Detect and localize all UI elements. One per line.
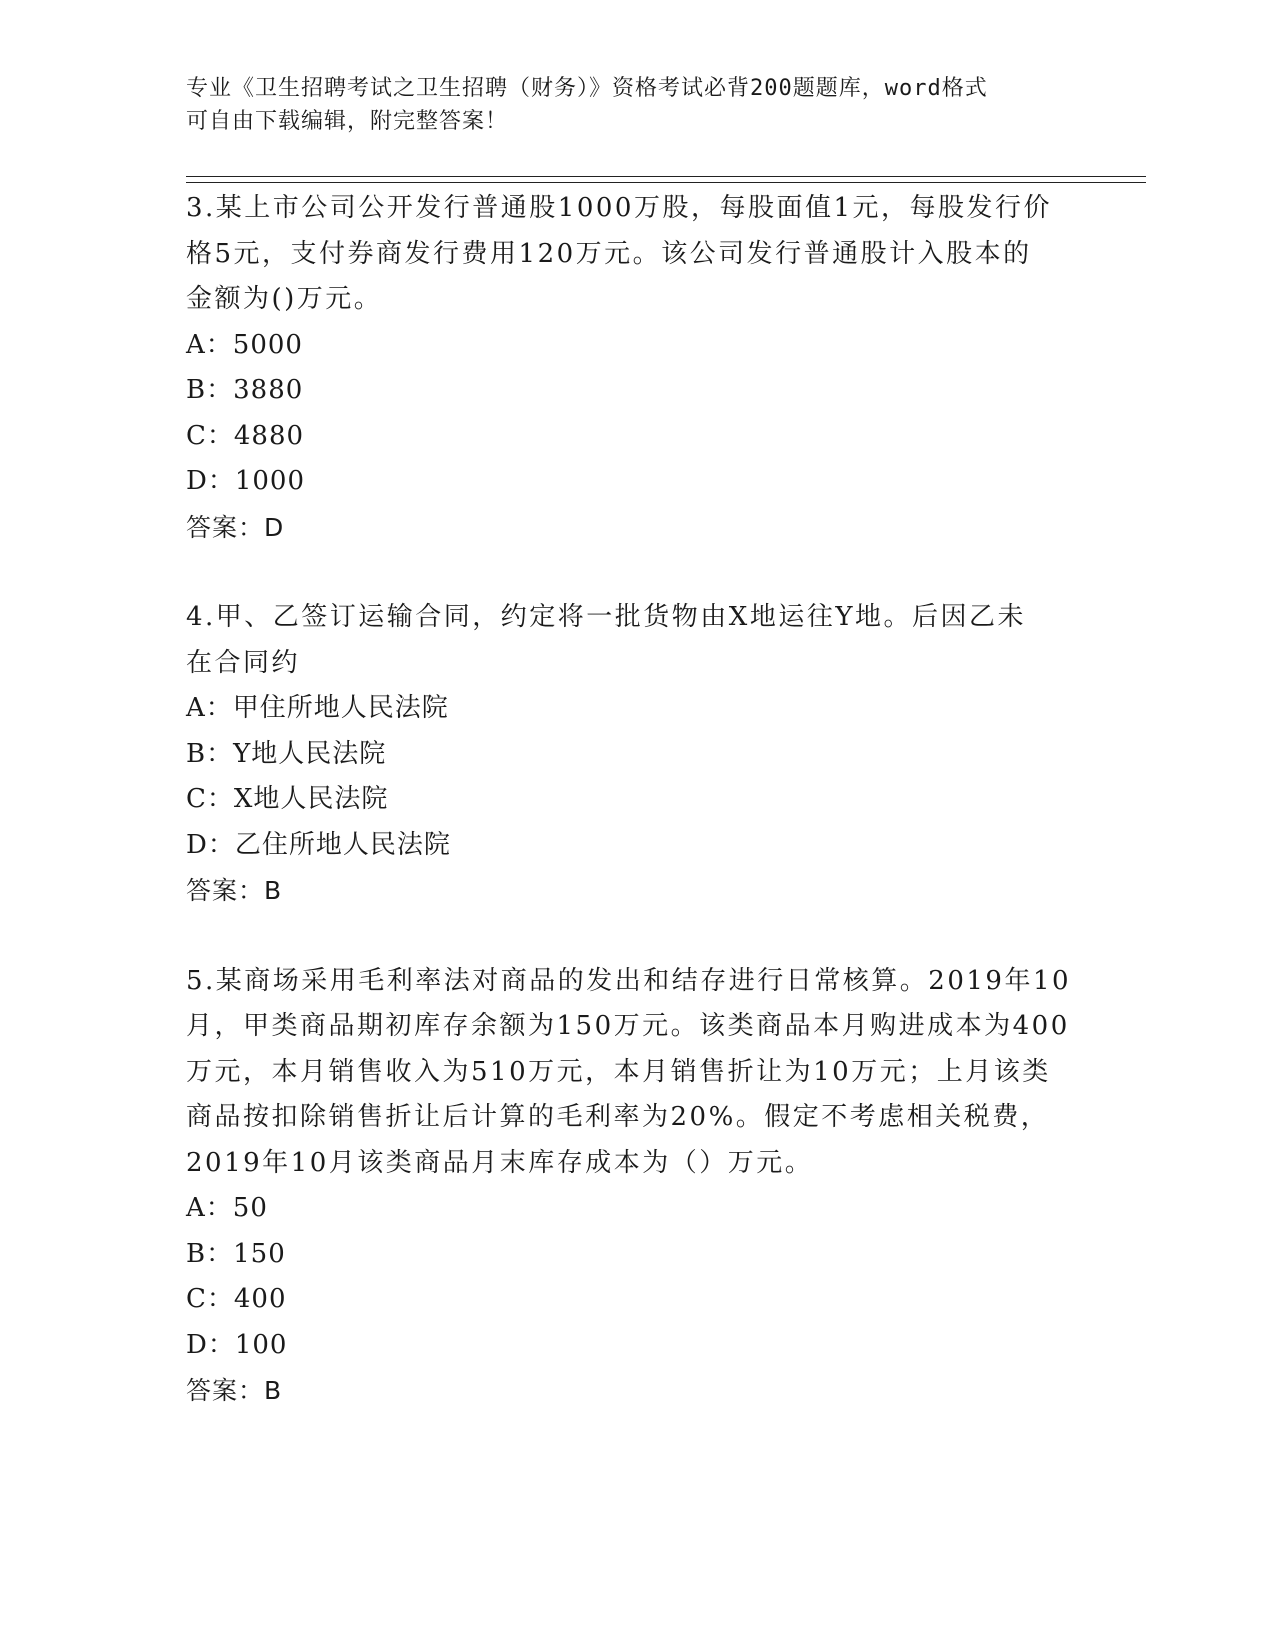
stem-line: 4.甲、乙签订运输合同，约定将一批货物由X地运往Y地。后因乙未 xyxy=(186,602,1026,632)
stem-line: 3.某上市公司公开发行普通股1000万股，每股面值1元，每股发行价 xyxy=(186,193,1053,223)
question-stem xyxy=(186,959,1086,1187)
answer: 答案：B xyxy=(186,1376,283,1405)
option-a: A：50 xyxy=(186,1193,268,1223)
option-b: B：Y地人民法院 xyxy=(186,738,387,769)
stem-line: 月，甲类商品期初库存余额为150万元。该类商品本月购进成本为400 xyxy=(186,1011,1070,1041)
stem-line: 万元，本月销售收入为510万元，本月销售折让为10万元；上月该类 xyxy=(186,1056,1051,1087)
header-line-2: 可自由下载编辑，附完整答案！ xyxy=(186,109,509,134)
stem-line: 5.某商场采用毛利率法对商品的发出和结存进行日常核算。2019年10 xyxy=(186,965,1072,996)
option-a: A：甲住所地人民法院 xyxy=(186,693,449,723)
option-d: D：乙住所地人民法院 xyxy=(186,829,451,860)
option-b: B：3880 xyxy=(186,375,304,405)
option-d: D：100 xyxy=(186,1329,288,1360)
stem-line: 格5元，支付券商发行费用120万元。该公司发行普通股计入股本的 xyxy=(186,238,1032,269)
question-5 xyxy=(186,959,1086,1414)
header-line-1: 专业《卫生招聘考试之卫生招聘（财务）》资格考试必背200题题库，word格式 xyxy=(186,76,988,101)
question-4 xyxy=(186,595,1086,914)
question-spacer xyxy=(186,550,1086,595)
question-spacer xyxy=(186,914,1086,959)
stem-line: 商品按扣除销售折让后计算的毛利率为20%。假定不考虑相关税费， xyxy=(186,1102,1050,1132)
option-b: B：150 xyxy=(186,1238,286,1269)
question-stem xyxy=(186,186,1086,323)
header-divider-top xyxy=(186,176,1146,177)
option-a: A：5000 xyxy=(186,329,303,360)
question-list xyxy=(186,186,1086,1414)
option-d: D：1000 xyxy=(186,466,306,496)
document-header xyxy=(186,72,1066,138)
question-stem xyxy=(186,595,1086,686)
stem-line: 金额为()万元。 xyxy=(186,284,383,314)
header-divider-bottom xyxy=(186,182,1146,183)
answer: 答案：B xyxy=(186,876,283,905)
question-3 xyxy=(186,186,1086,550)
stem-line: 2019年10月该类商品月末库存成本为（）万元。 xyxy=(186,1147,814,1178)
option-c: C：400 xyxy=(186,1284,287,1314)
stem-line: 在合同约 xyxy=(186,647,301,678)
option-c: C：4880 xyxy=(186,420,305,451)
answer: 答案：D xyxy=(186,512,285,542)
option-c: C：X地人民法院 xyxy=(186,784,389,814)
